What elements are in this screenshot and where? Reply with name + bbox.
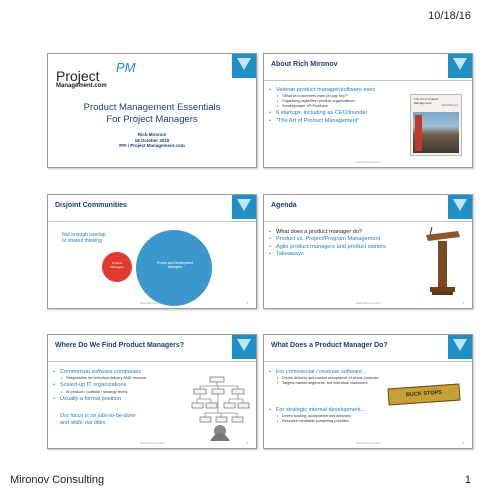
- list-item: • Veteran product manager/software exec • "What do customers want (to pay for)?" • Organizing agile/lean product organizations • Smokejumper VP Products: [269, 87, 409, 109]
- corner-logo-icon: [232, 54, 256, 78]
- slide-title-bar: [264, 54, 472, 81]
- slide-number: 6: [462, 441, 464, 445]
- list-item: • Drives delivery and market acceptance of whole products: [276, 376, 419, 381]
- list-item: • 6 startups, including as CEO/founder: [269, 110, 409, 117]
- book-spine: [415, 115, 422, 151]
- slide-agenda[interactable]: [263, 194, 473, 309]
- note-line-2: or shared thinking: [62, 238, 102, 244]
- corner-logo-icon: [232, 335, 256, 359]
- list-item: • Usually a formal position: [53, 396, 193, 403]
- slide-footer: www.Mironov.com: [139, 441, 165, 445]
- slide-number: 3: [246, 301, 248, 305]
- list-item: • Smokejumper VP Products: [276, 104, 409, 109]
- list-item: • For commercial / revenue software... • Drives delivery and market acceptance of whole products • Targets market segments, not individual customers: [269, 369, 419, 386]
- bullet-list-internal: [269, 407, 419, 425]
- footer-page-number: 1: [464, 474, 471, 486]
- list-item: • Drives funding, acceptance and adoption: [276, 414, 419, 419]
- venn-diagram: [48, 195, 256, 308]
- note-line-1: Not enough overlap: [62, 232, 106, 238]
- slide-about[interactable]: [263, 53, 473, 168]
- focus-note: [60, 413, 136, 426]
- book-author: Rich Mironov: [442, 103, 459, 107]
- corner-logo-icon: [448, 195, 472, 219]
- corner-logo-icon: [448, 54, 472, 78]
- slide-number: 4: [462, 301, 464, 305]
- list-item: • Agile product managers and product owners: [269, 244, 419, 251]
- slide-author-block: [48, 132, 256, 149]
- buck-stops-sign: [387, 384, 460, 406]
- page-date: 10/18/16: [428, 10, 471, 22]
- list-item: • "What do customers want (to pay for)?": [276, 94, 409, 99]
- focus-line-2: and skills, not titles: [60, 419, 106, 426]
- slide-footer: www.Mironov.com: [355, 160, 381, 164]
- author-name: Rich Mironov: [137, 132, 167, 137]
- list-item: • What does a product manager do?: [269, 229, 419, 236]
- slide-title-bar: [264, 335, 472, 362]
- organization: PPI / Project Management.com: [119, 143, 185, 148]
- list-item: • Scaled-up IT organizations • At product / portfolio / strategy levels: [53, 382, 193, 394]
- slide-footer: www.Mironov.com: [139, 301, 165, 305]
- slide-title-bar: [264, 195, 472, 222]
- logo-domain: Management.com: [56, 83, 107, 89]
- slide-heading: Disjoint Communities: [55, 202, 127, 209]
- book-title: The Art of Product Management: [414, 97, 439, 105]
- list-item: • Product vs. Project/Program Management: [269, 236, 419, 243]
- slide-disjoint[interactable]: [47, 194, 257, 309]
- list-item: • At product / portfolio / strategy levels: [60, 390, 193, 395]
- talk-date: 18 October 2016: [134, 137, 170, 143]
- slide-heading: Where Do We Find Product Managers?: [55, 342, 184, 349]
- org-chart-icon: [190, 375, 252, 441]
- slide-footer: www.Mironov.com: [355, 441, 381, 445]
- title-line-1: Product Management Essentials: [83, 102, 221, 113]
- slide-main-title: [48, 102, 256, 126]
- slide-heading: Agenda: [271, 202, 297, 209]
- list-item: • Organizing agile/lean product organizations: [276, 99, 409, 104]
- slide-footer: www.Mironov.com: [355, 301, 381, 305]
- label-product-managers: Product Managers: [110, 261, 124, 269]
- list-item: • Takeaways: [269, 251, 419, 258]
- slide-title-bar: [48, 335, 256, 362]
- slide-what[interactable]: [263, 334, 473, 449]
- book-cover-image: [410, 94, 462, 156]
- corner-logo-icon: [448, 335, 472, 359]
- logo-name: Project: [56, 68, 100, 84]
- list-item: • "The Art of Product Management": [269, 118, 409, 125]
- label-project-managers: Project and Development Managers: [157, 261, 193, 269]
- bullet-list: [269, 87, 409, 125]
- title-line-2: For Project Managers: [106, 114, 198, 125]
- focus-line-1: Our focus is on jobs-to-be-done: [60, 413, 136, 419]
- list-item: • Resolves inevitable competing priorities: [276, 419, 419, 424]
- bullet-list: [53, 369, 193, 403]
- slide-heading: About Rich Mironov: [271, 61, 338, 68]
- slide-title[interactable]: [47, 53, 257, 168]
- list-item: • Commercial software companies • Responsible for technical delivery AND revenue: [53, 369, 193, 381]
- agenda-list: [269, 229, 419, 259]
- sign-text: BUCK STOPS: [405, 389, 443, 399]
- bullet-list-commercial: [269, 369, 419, 387]
- logo-pm: PM: [116, 60, 136, 75]
- podium-icon: [422, 225, 462, 301]
- slide-heading: What Does a Product Manager Do?: [271, 342, 388, 349]
- slide-number: 5: [246, 441, 248, 445]
- list-item: • For strategic internal development... • Drives funding, acceptance and adoption • Resolves inevitable competing priorities: [269, 407, 419, 424]
- list-item: • Targets market segments, not individual customers: [276, 381, 419, 386]
- list-item: • Responsible for technical delivery AND revenue: [60, 376, 193, 381]
- slide-where[interactable]: [47, 334, 257, 449]
- footer-company: Mironov Consulting: [10, 474, 105, 486]
